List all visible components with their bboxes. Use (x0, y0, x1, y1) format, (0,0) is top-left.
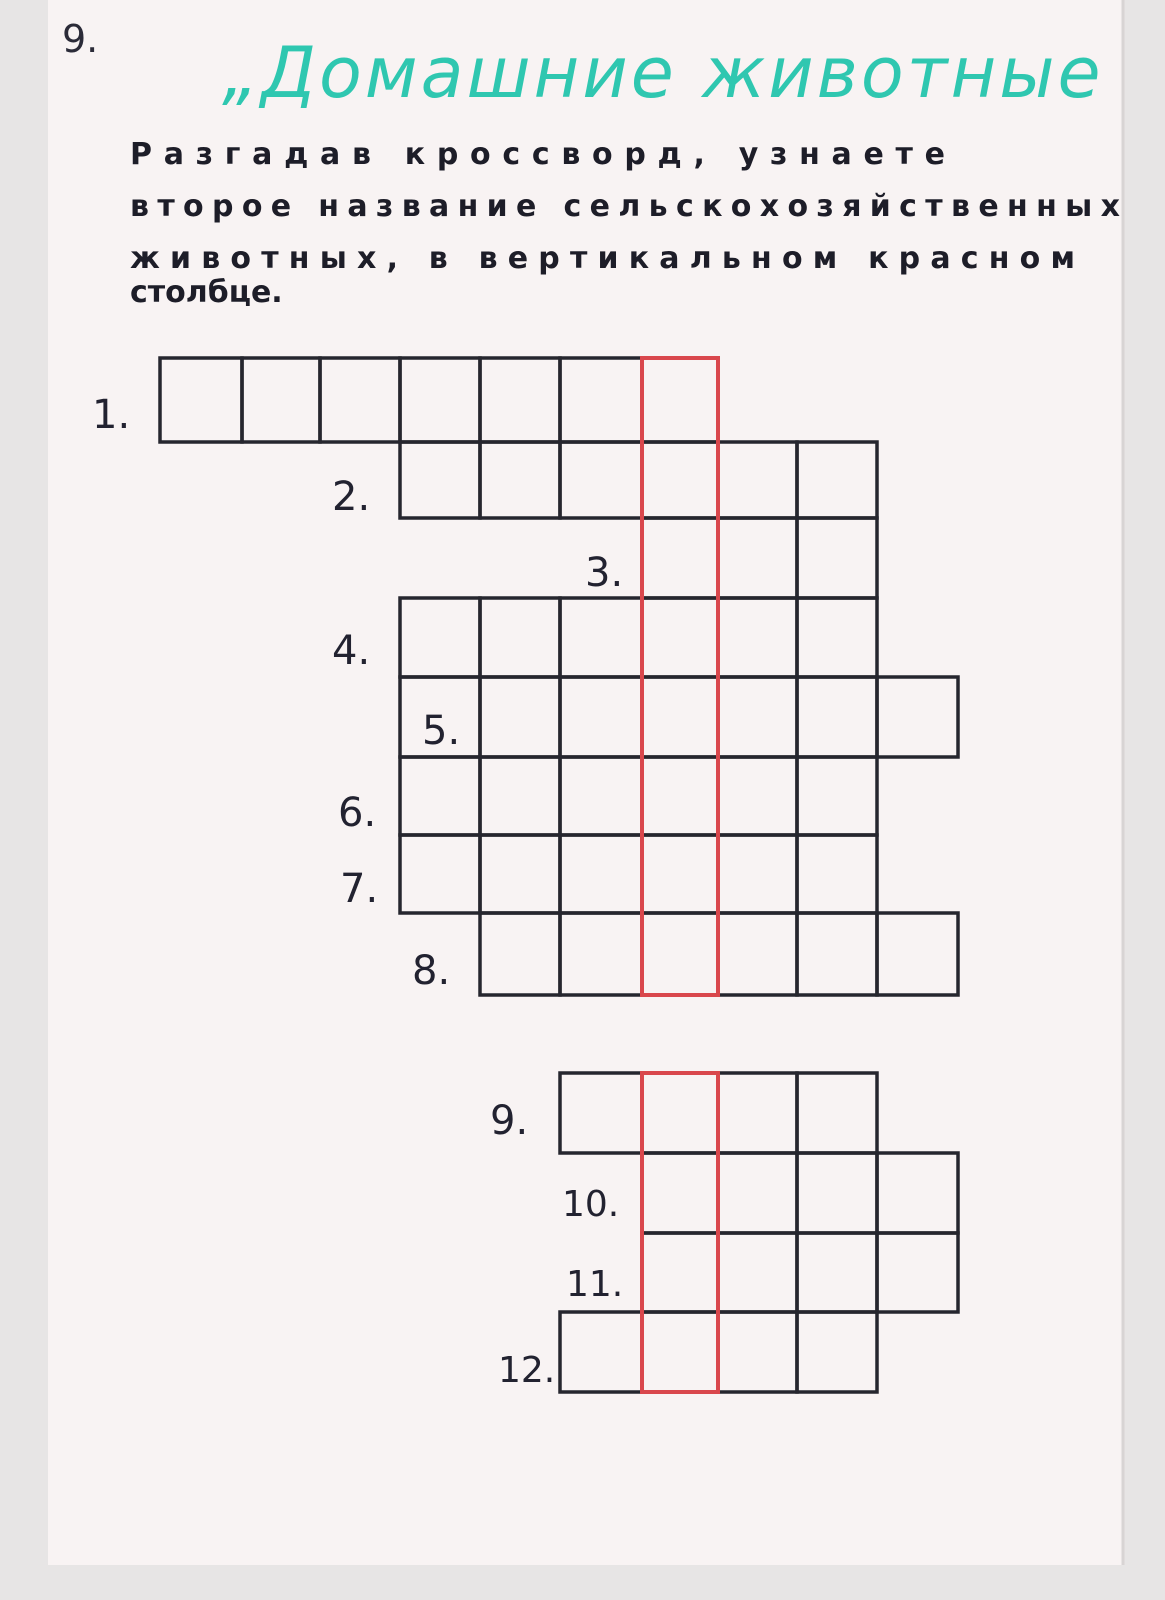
clue-number-8: 8. (412, 948, 451, 994)
clue-number-7: 7. (340, 866, 379, 912)
clue-number-9: 9. (490, 1098, 529, 1144)
page-number: 9. (62, 17, 99, 61)
page-title: „Домашние животные (222, 32, 1104, 114)
clue-number-5: 5. (422, 708, 461, 754)
paper-background (48, 0, 1123, 1565)
clue-number-11: 11. (566, 1264, 624, 1305)
instructions-line-2: второе название сельскохозяйственных (130, 189, 1121, 224)
instructions-line-1: Разгадав кроссворд, узнаете (130, 137, 945, 172)
clue-number-1: 1. (92, 392, 131, 438)
clue-number-6: 6. (338, 790, 377, 836)
clue-number-3: 3. (585, 550, 624, 596)
clue-number-12: 12. (498, 1350, 556, 1391)
clue-number-4: 4. (332, 628, 371, 674)
clue-number-2: 2. (332, 474, 371, 520)
instructions-line-4: столбце. (130, 275, 283, 310)
clue-number-10: 10. (562, 1184, 620, 1225)
instructions-line-3: животных, в вертикальном красном (130, 241, 1076, 276)
